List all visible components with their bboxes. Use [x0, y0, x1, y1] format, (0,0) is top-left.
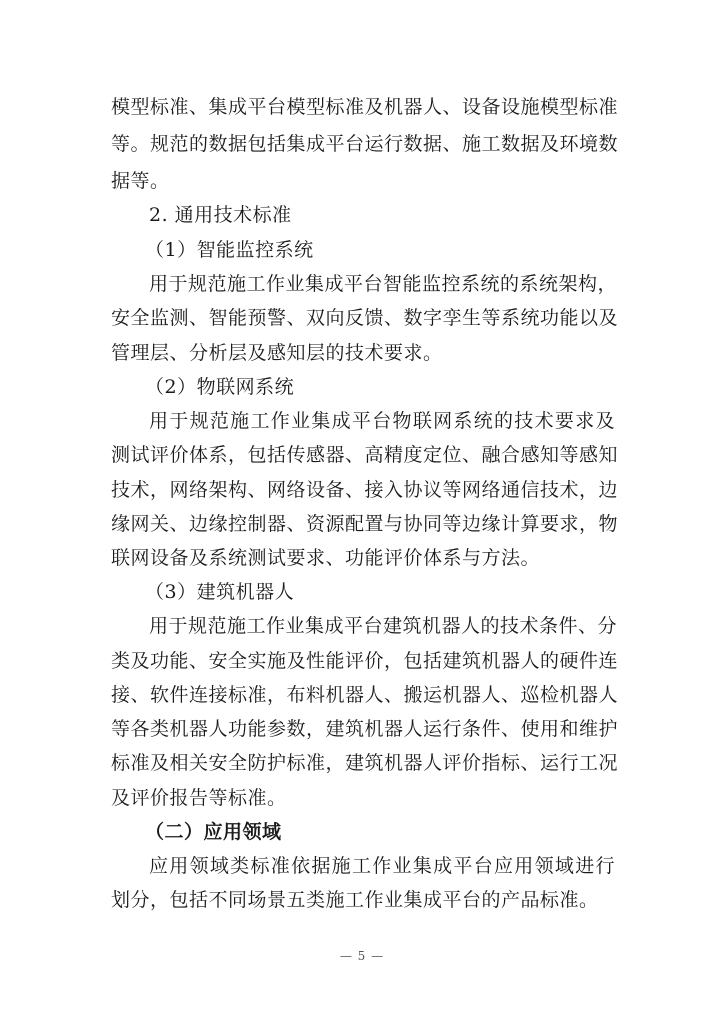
paragraph-line: 用于规范施工作业集成平台智能监控系统的系统架构， — [149, 273, 618, 295]
paragraph-line: 应用领域类标准依据施工作业集成平台应用领域进行 — [149, 855, 615, 877]
paragraph-line: 测试评价体系，包括传感器、高精度定位、融合感知等感知 — [111, 444, 619, 466]
paragraph-line: 管理层、分析层及感知层的技术要求。 — [111, 342, 443, 364]
paragraph-line: 用于规范施工作业集成平台建筑机器人的技术条件、分 — [149, 615, 618, 637]
paragraph-line: 缘网关、边缘控制器、资源配置与协同等边缘计算要求，物 — [111, 513, 619, 535]
paragraph-line: 联网设备及系统测试要求、功能评价体系与方法。 — [111, 547, 541, 569]
paragraph-line: 据等。 — [111, 170, 170, 192]
subsection-heading: （3）建筑机器人 — [145, 581, 295, 603]
paragraph-line: 等。规范的数据包括集成平台运行数据、施工数据及环境数 — [111, 133, 619, 155]
paragraph-line: 接、软件连接标准，布料机器人、搬运机器人、巡检机器人 — [111, 684, 619, 706]
paragraph-line: 划分，包括不同场景五类施工作业集成平台的产品标准。 — [111, 889, 599, 911]
paragraph-line: 标准及相关安全防护标准，建筑机器人评价指标、运行工况 — [111, 752, 619, 774]
subsection-heading: （1）智能监控系统 — [145, 239, 314, 261]
section-heading-bold: （二）应用领域 — [145, 821, 282, 843]
subsection-heading: （2）物联网系统 — [145, 376, 295, 398]
page-number: — 5 — — [339, 949, 385, 963]
paragraph-line: 模型标准、集成平台模型标准及机器人、设备设施模型标准 — [111, 96, 619, 118]
paragraph-line: 等各类机器人功能参数，建筑机器人运行条件、使用和维护 — [111, 718, 619, 740]
paragraph-line: 安全监测、智能预警、双向反馈、数字孪生等系统功能以及 — [111, 307, 619, 329]
section-heading: 2. 通用技术标准 — [149, 204, 292, 226]
paragraph-line: 类及功能、安全实施及性能评价，包括建筑机器人的硬件连 — [111, 650, 619, 672]
paragraph-line: 及评价报告等标准。 — [111, 787, 287, 809]
paragraph-line: 技术，网络架构、网络设备、接入协议等网络通信技术，边 — [111, 479, 619, 501]
paragraph-line: 用于规范施工作业集成平台物联网系统的技术要求及 — [149, 410, 615, 432]
